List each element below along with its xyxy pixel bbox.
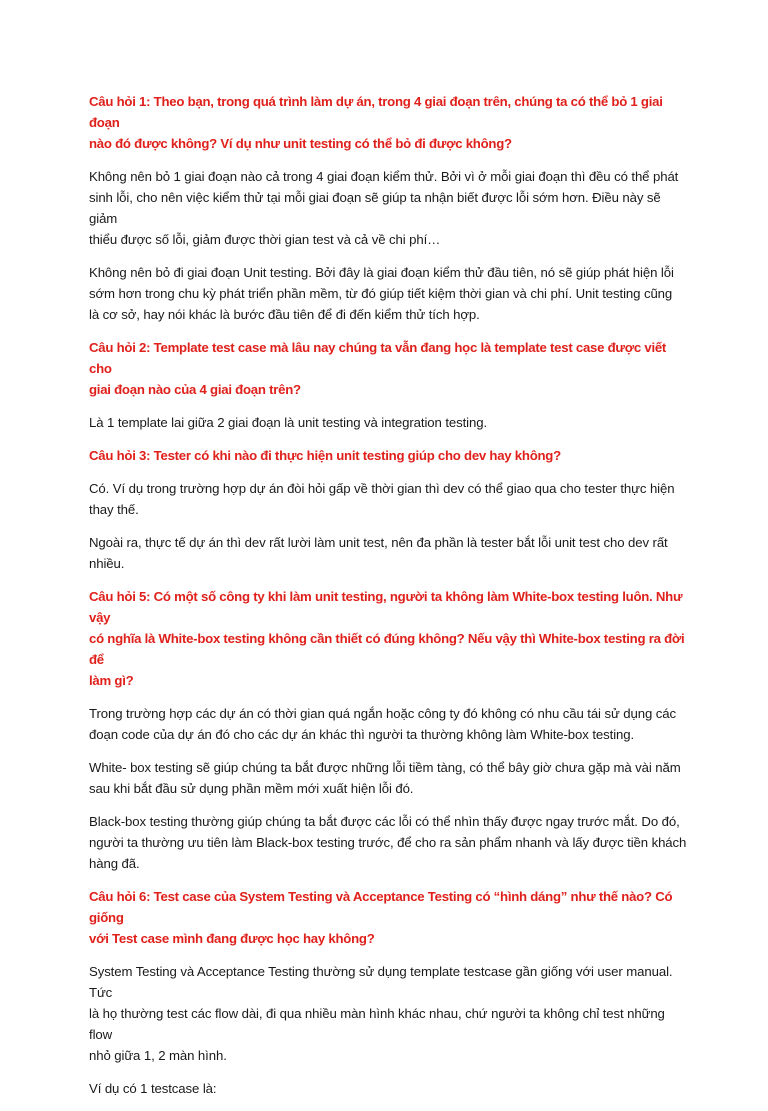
answer-1-paragraph-1: Không nên bỏ 1 giai đoạn nào cả trong 4 giai đoạn kiểm thử. Bởi vì ở mỗi giai đoạn thì đều có thể phát sinh lỗi, cho nên việc kiểm thử tại mỗi giai đoạn sẽ giúp ta nhận biết được lỗi sớm hơn. Điều này sẽ giảm thiểu được số lỗi, giảm được thời gian test và cả về chi phí… xyxy=(89,169,679,247)
answer-5-paragraph-1: Trong trường hợp các dự án có thời gian quá ngắn hoặc công ty đó không có nhu cầu tái sử dụng các đoạn code của dự án đó cho các dự án khác thì người ta thường không làm White-box testing. xyxy=(89,706,676,742)
answer-3-paragraph-1: Có. Ví dụ trong trường hợp dự án đòi hỏi gấp về thời gian thì dev có thể giao qua cho tester thực hiện thay thế. xyxy=(89,481,675,517)
answer-5-paragraph-3: Black-box testing thường giúp chúng ta bắt được các lỗi có thể nhìn thấy được ngay trước mắt. Do đó, người ta thường ưu tiên làm Black-box testing trước, để cho ra sản phẩm nhanh và lấy được tiền khách hàng đã. xyxy=(89,814,687,871)
answer-6-paragraph-2: Ví dụ có 1 testcase là: xyxy=(89,1081,217,1096)
answer-6-paragraph-1: System Testing và Acceptance Testing thường sử dụng template testcase gần giống với user manual. Tức là họ thường test các flow dài, đi qua nhiều màn hình khác nhau, chứ người ta không chỉ test những flow nhỏ giữa 1, 2 màn hình. xyxy=(89,964,673,1063)
answer-2: Là 1 template lai giữa 2 giai đoạn là unit testing và integration testing. xyxy=(89,415,488,430)
answer-3-paragraph-2: Ngoài ra, thực tế dự án thì dev rất lười làm unit test, nên đa phần là tester bắt lỗi unit test cho dev rất nhiều. xyxy=(89,535,668,571)
question-2: Câu hỏi 2: Template test case mà lâu nay chúng ta vẫn đang học là template test case được viết cho giai đoạn nào của 4 giai đoạn trên? xyxy=(89,340,667,397)
question-6: Câu hỏi 6: Test case của System Testing và Acceptance Testing có “hình dáng” như thế nào? Có giống với Test case mình đang được học hay không? xyxy=(89,889,673,946)
document-body xyxy=(89,91,689,1111)
answer-1-paragraph-2: Không nên bỏ đi giai đoạn Unit testing. Bởi đây là giai đoạn kiểm thử đầu tiên, nó sẽ giúp phát hiện lỗi sớm hơn trong chu kỳ phát triển phần mềm, từ đó giúp tiết kiệm thời gian và chi phí. Unit testing cũng là cơ sở, hay nói khác là bước đầu tiên để đi đến kiểm thử tích hợp. xyxy=(89,265,674,322)
answer-5-paragraph-2: White- box testing sẽ giúp chúng ta bắt được những lỗi tiềm tàng, có thể bây giờ chưa gặp mà vài năm sau khi bắt đầu sử dụng phần mềm mới xuất hiện lỗi đó. xyxy=(89,760,681,796)
question-5: Câu hỏi 5: Có một số công ty khi làm unit testing, người ta không làm White-box testing luôn. Như vậy có nghĩa là White-box testing không cần thiết có đúng không? Nếu vậy thì White-box testing ra đời để làm gì? xyxy=(89,589,685,688)
question-3: Câu hỏi 3: Tester có khi nào đi thực hiện unit testing giúp cho dev hay không? xyxy=(89,448,561,463)
question-1: Câu hỏi 1: Theo bạn, trong quá trình làm dự án, trong 4 giai đoạn trên, chúng ta có thể bỏ 1 giai đoạn nào đó được không? Ví dụ như unit testing có thể bỏ đi được không? xyxy=(89,94,663,151)
